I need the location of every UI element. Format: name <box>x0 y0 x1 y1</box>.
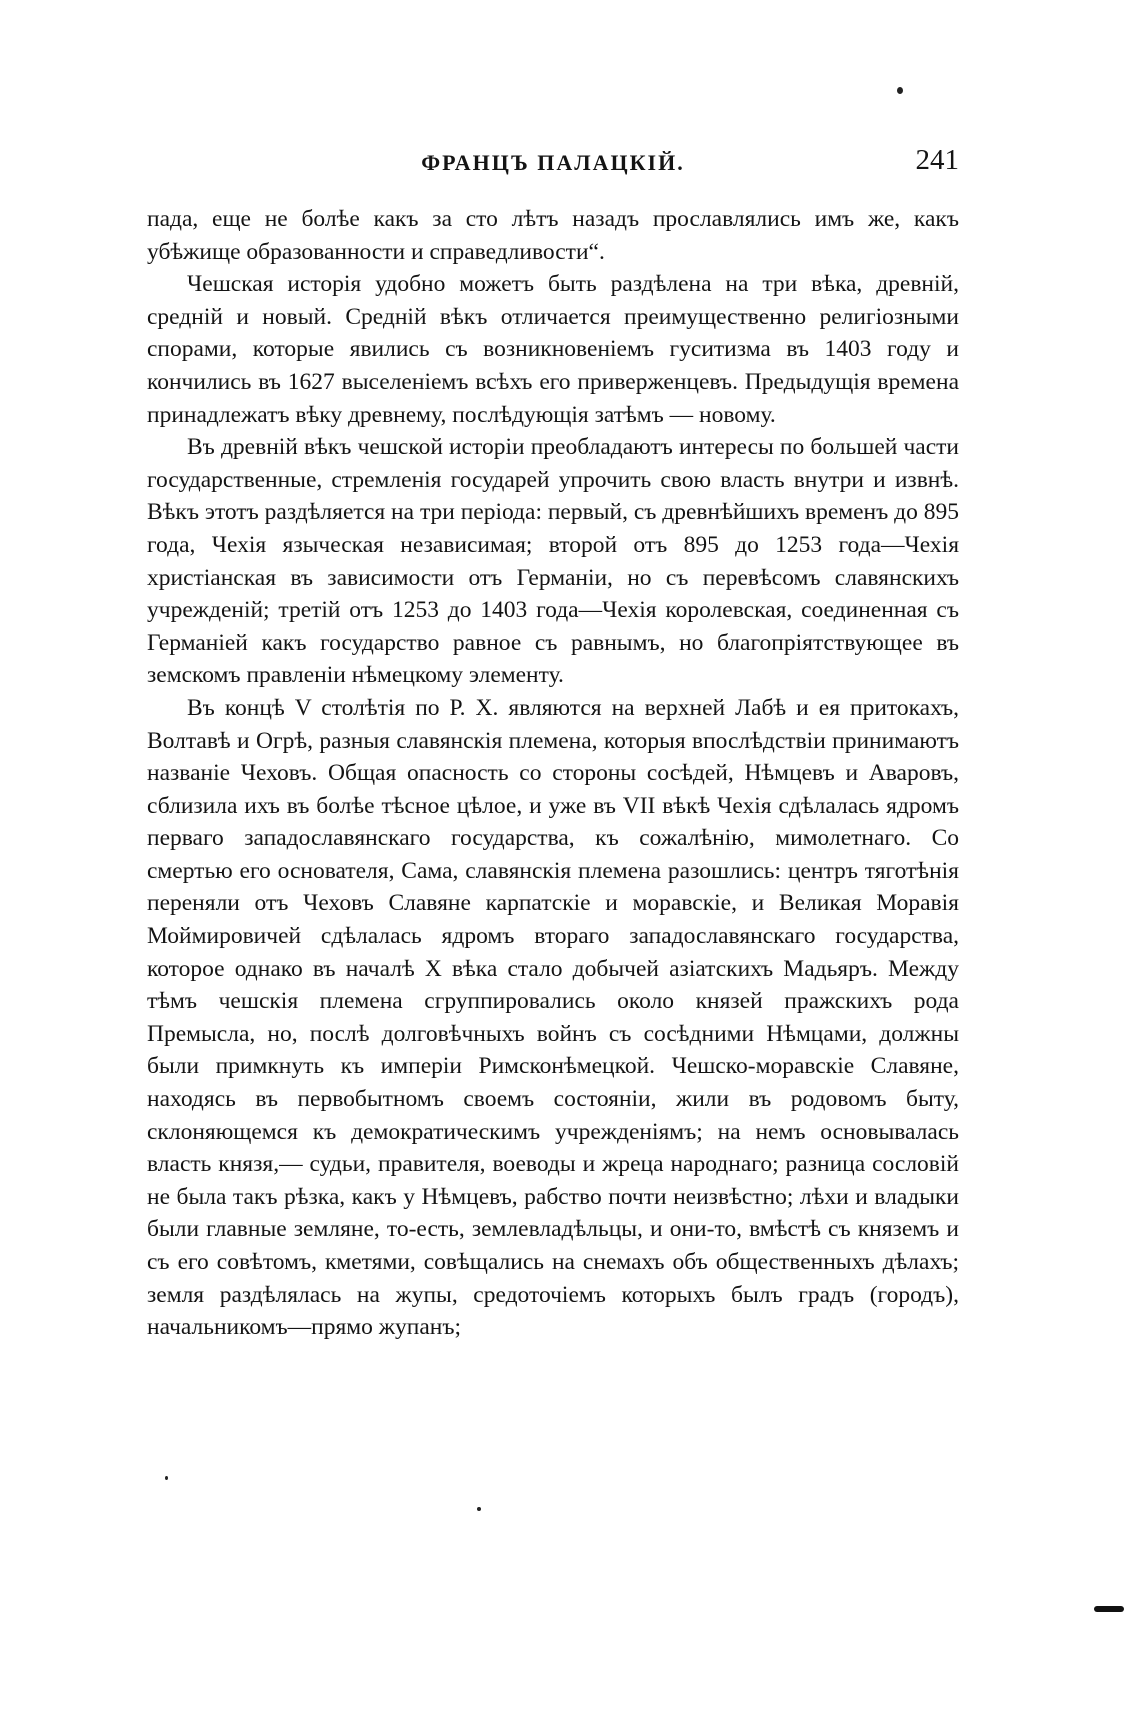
page-number: 241 <box>915 144 959 176</box>
paragraph: пада, еще не болѣе какъ за сто лѣтъ назадъ прославлялись имъ же, какъ убѣжище образованности и справедливости“. <box>147 206 959 265</box>
paragraph: Чешская исторія удобно можетъ быть раздѣлена на три вѣка, древній, средній и новый. Средній вѣкъ отличается преимущественно религіозными спорами, которые явились съ возникновеніемъ гуситизма въ 1403 году и кончились въ 1627 выселеніемъ всѣхъ его приверженцевъ. Предыдущія времена принадлежатъ вѣку древнему, послѣдующія затѣмъ — новому. <box>147 271 959 428</box>
page-header <box>147 146 959 182</box>
paragraph: Въ древній вѣкъ чешской исторіи преобладаютъ интересы по большей части государственные, стремленія государей упрочить свою власть внутри и извнѣ. Вѣкъ этотъ раздѣляется на три періода: первый, съ древнѣйшихъ временъ до 895 года, Чехія языческая независимая; второй отъ 895 до 1253 года—Чехія христіанская въ зависимости отъ Германіи, но съ перевѣсомъ славянскихъ учрежденій; третій отъ 1253 до 1403 года—Чехія королевская, соединенная съ Германіей какъ государство равное съ равнымъ, но благопріятствующее въ земскомъ правленіи нѣмецкому элементу. <box>147 434 959 689</box>
margin-dash-mark <box>1094 1606 1124 1612</box>
ink-speck <box>897 87 903 94</box>
ink-speck <box>477 1507 481 1511</box>
body-text <box>147 203 959 1344</box>
ink-speck <box>165 1476 168 1480</box>
running-title: ФРАНЦЪ ПАЛАЦКІЙ. <box>421 150 685 175</box>
paragraph: Въ концѣ V столѣтія по Р. Х. являются на верхней Лабѣ и ея притокахъ, Волтавѣ и Огрѣ, разныя славянскія племена, которыя впослѣдствіи принимаютъ названіе Чеховъ. Общая опасность со стороны сосѣдей, Нѣмцевъ и Аваровъ, сблизила ихъ въ болѣе тѣсное цѣлое, и уже въ VII вѣкѣ Чехія сдѣлалась ядромъ перваго западославянскаго государства, къ сожалѣнію, мимолетнаго. Со смертью его основателя, Сама, славянскія племена разошлись: центръ тяготѣнія переняли отъ Чеховъ Славяне карпатскіе и моравскіе, и Великая Моравія Моймировичей сдѣлалась ядромъ втораго западославянскаго государства, которое однако въ началѣ Х вѣка стало добычей азіатскихъ Мадьяръ. Между тѣмъ чешскія племена сгруппировались около князей пражскихъ рода Премысла, но, послѣ долговѣчныхъ войнъ съ сосѣдними Нѣмцами, должны были примкнуть къ имперіи Римсконѣмецкой. Чешско-моравскіе Славяне, находясь въ первобытномъ своемъ состояніи, жили въ родовомъ быту, склоняющемся къ демократическимъ учрежденіямъ; на немъ основывалась власть князя,— судьи, правителя, воеводы и жреца народнаго; разница сословій не была такъ рѣзка, какъ у Нѣмцевъ, рабство почти неизвѣстно; лѣхи и владыки были главные земляне, то-есть, землевладѣльцы, и они-то, вмѣстѣ съ княземъ и съ его совѣтомъ, кметями, совѣщались на снемахъ объ общественныхъ дѣлахъ; земля раздѣлялась на жупы, средоточіемъ которыхъ былъ градъ (городъ), начальникомъ—прямо жупанъ; <box>147 694 959 1341</box>
